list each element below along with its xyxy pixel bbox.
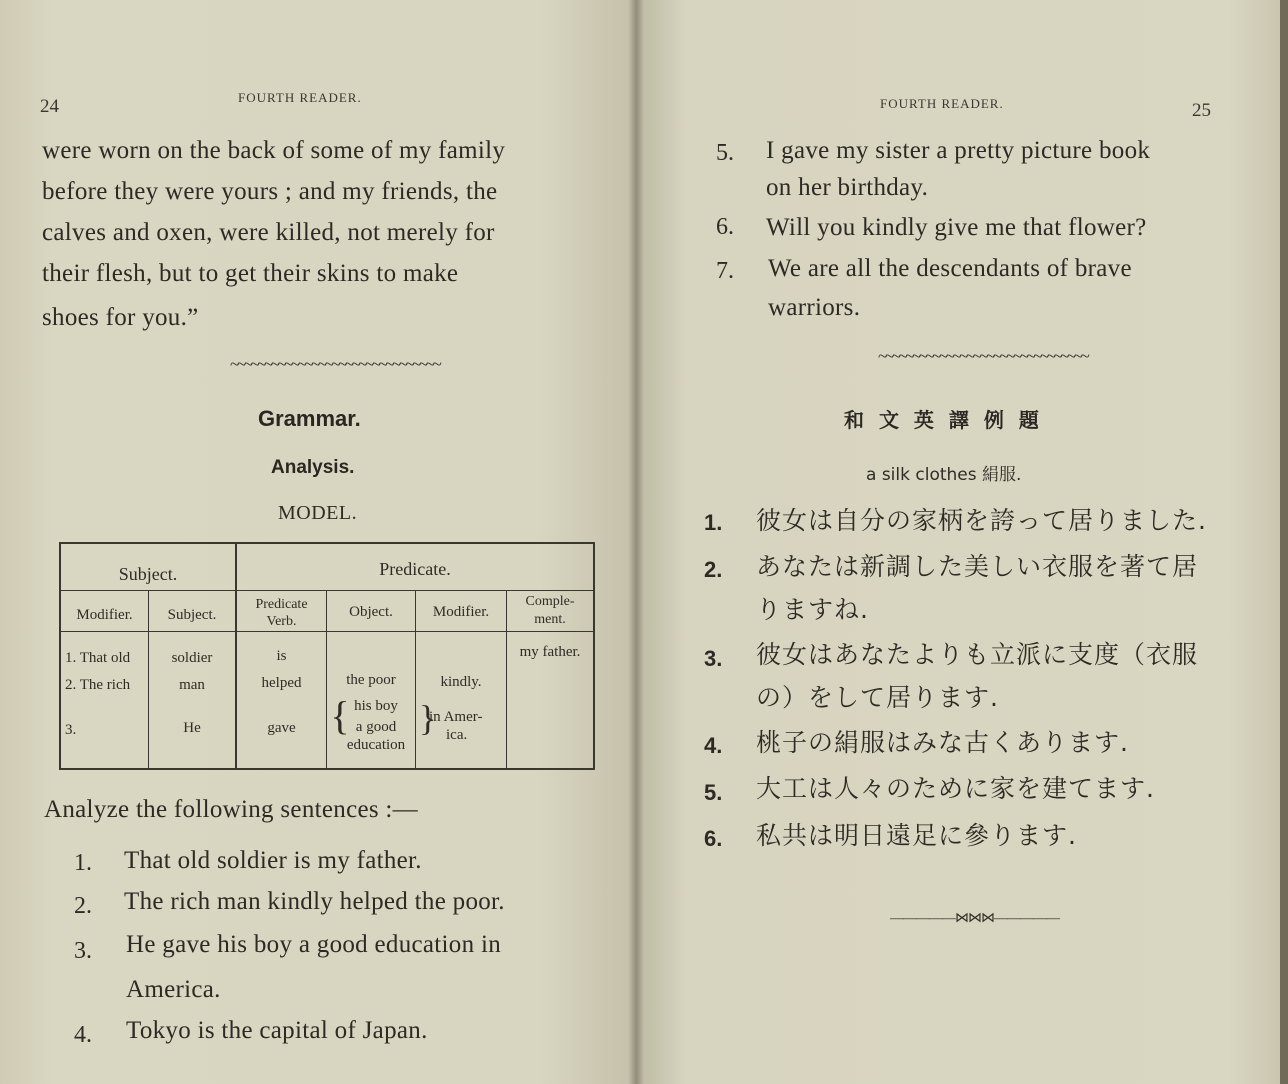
- jp-exercise-line: 桃子の絹服はみな古くあります.: [756, 728, 1129, 757]
- table-cell: a good: [355, 719, 397, 735]
- running-head-right: FOURTH READER.: [880, 96, 1004, 111]
- wave-ornament: ~~~~~~~~~~~~~~~~~~~~~~~~~~~~~~~: [230, 354, 439, 374]
- passage-line: were worn on the back of some of my family: [42, 137, 506, 164]
- exercise-line: I gave my sister a pretty picture book: [766, 137, 1151, 164]
- table-cell: 1. That old: [65, 650, 131, 666]
- exercise-number: 3.: [74, 938, 92, 964]
- jp-exercise-line: の）をして居ります.: [756, 683, 999, 712]
- page-number-left: 24: [40, 96, 59, 117]
- column-header: Predicate: [255, 597, 308, 612]
- table-cell: is: [276, 648, 287, 664]
- brace-mark: }: [419, 698, 437, 738]
- table-cell: his boy: [354, 698, 398, 714]
- table-cell: the poor: [346, 672, 396, 688]
- table-cell: helped: [261, 675, 302, 691]
- table-cell: ica.: [446, 727, 468, 743]
- column-header: Modifier.: [432, 604, 490, 620]
- exercise-number: 7.: [716, 258, 734, 284]
- predicate-group-header: Predicate.: [379, 559, 451, 579]
- analysis-heading: Analysis.: [271, 457, 355, 478]
- column-header: Subject.: [167, 607, 217, 623]
- exercise-intro: Analyze the following sentences :—: [44, 796, 418, 823]
- table-cell: soldier: [171, 650, 213, 666]
- column-header: Modifier.: [76, 607, 133, 623]
- jp-exercise-line: 彼女はあなたよりも立派に支度（衣服: [756, 640, 1199, 669]
- jp-exercise-number: 5.: [704, 780, 723, 805]
- model-heading: MODEL.: [278, 502, 358, 524]
- right-page: [636, 0, 1280, 1084]
- exercise-line: on her birthday.: [766, 174, 929, 201]
- table-cell: kindly.: [440, 674, 482, 690]
- table-cell: my father.: [519, 644, 581, 660]
- analysis-table: [59, 542, 595, 770]
- exercise-line: America.: [126, 976, 221, 1003]
- wave-ornament: ~~~~~~~~~~~~~~~~~~~~~~~~~~~~~~~: [878, 346, 1087, 366]
- jp-exercise-number: 2.: [704, 557, 723, 582]
- subject-group-header: Subject.: [118, 564, 178, 584]
- vocab-note: a silk clothes 絹服.: [866, 465, 1022, 485]
- jp-exercise-number: 4.: [704, 733, 723, 758]
- jp-exercise-number: 3.: [704, 646, 723, 671]
- page-edge: [1280, 0, 1288, 1084]
- book-gutter: [628, 0, 644, 1084]
- jp-exercise-line: 大工は人々のために家を建てます.: [756, 774, 1155, 803]
- exercise-number: 2.: [74, 893, 92, 919]
- exercise-line: We are all the descendants of brave: [768, 255, 1132, 282]
- exercise-line: That old soldier is my father.: [124, 847, 422, 874]
- exercise-line: Tokyo is the capital of Japan.: [126, 1017, 428, 1044]
- column-header: ment.: [534, 612, 566, 627]
- table-cell: man: [179, 677, 205, 693]
- running-head-left: FOURTH READER.: [238, 90, 362, 105]
- passage-line: their flesh, but to get their skins to make: [42, 260, 459, 287]
- passage-line: calves and oxen, were killed, not merely for: [42, 219, 495, 246]
- passage-line: shoes for you.”: [42, 304, 199, 331]
- table-cell: 2. The rich: [65, 677, 131, 693]
- column-header: Object.: [349, 604, 393, 620]
- jp-exercise-line: あなたは新調した美しい衣服を著て居: [756, 552, 1199, 581]
- table-cell: in Amer-: [429, 709, 483, 725]
- exercise-line: He gave his boy a good education in: [126, 931, 501, 958]
- page-number-right: 25: [1192, 100, 1211, 121]
- column-header: Comple-: [525, 594, 575, 609]
- table-cell: He: [183, 720, 201, 736]
- exercise-number: 4.: [74, 1022, 92, 1048]
- exercise-line: The rich man kindly helped the poor.: [124, 888, 505, 915]
- column-header: Verb.: [266, 614, 297, 629]
- jp-exercise-line: 私共は明日遠足に參ります.: [756, 821, 1077, 850]
- jp-exercise-number: 6.: [704, 826, 723, 851]
- exercise-line: Will you kindly give me that flower?: [766, 214, 1147, 241]
- end-ornament: —————⋈⋈⋈—————: [890, 911, 1059, 926]
- jp-exercise-number: 1.: [704, 510, 723, 535]
- exercise-number: 5.: [716, 140, 734, 166]
- exercise-number: 6.: [716, 214, 734, 240]
- jp-exercise-line: りますね.: [756, 595, 869, 624]
- brace-mark: {: [330, 693, 350, 738]
- left-page: [0, 0, 636, 1084]
- table-cell: 3.: [65, 722, 77, 738]
- exercise-line: warriors.: [768, 294, 861, 321]
- japanese-heading: 和 文 英 譯 例 題: [844, 408, 1043, 432]
- passage-line: before they were yours ; and my friends, the: [42, 178, 498, 205]
- table-cell: education: [346, 737, 406, 753]
- exercise-number: 1.: [74, 850, 92, 876]
- table-cell: gave: [267, 720, 296, 736]
- grammar-heading: Grammar.: [258, 406, 361, 431]
- jp-exercise-line: 彼女は自分の家柄を誇って居りました.: [756, 506, 1207, 535]
